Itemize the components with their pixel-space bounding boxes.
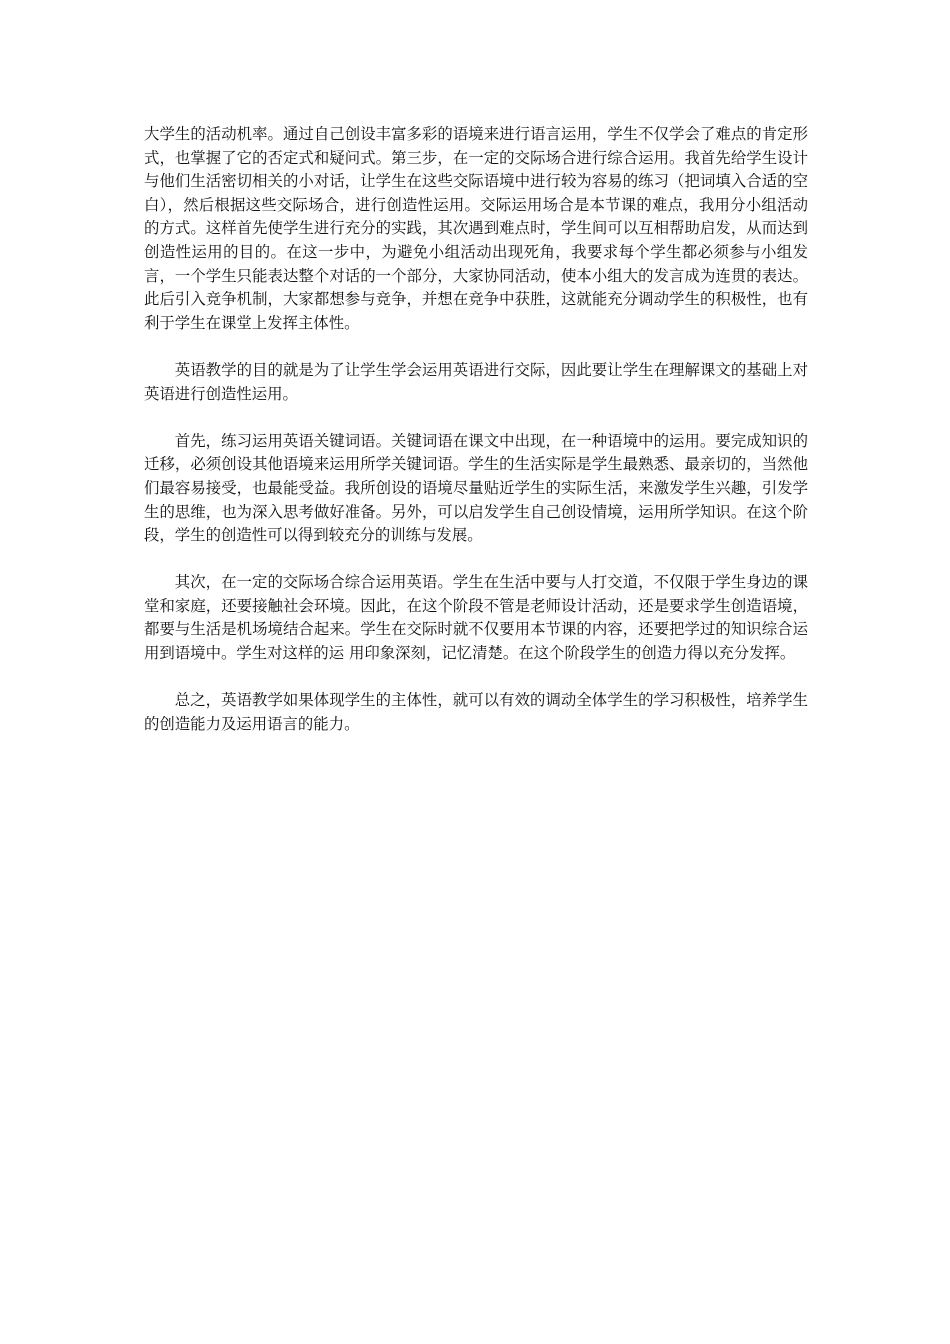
document-body	[144, 123, 808, 760]
paragraph-4: 其次，在一定的交际场合综合运用英语。学生在生活中要与人打交道，不仅限于学生身边的课堂和家庭，还要接触社会环境。因此，在这个阶段不管是老师设计活动，还是要求学生创造语境，都要与生活是机场境结合起来。学生在交际时就不仅要用本节课的内容，还要把学过的知识综合运用到语境中。学生对这样的运 用印象深刻，记忆清楚。在这个阶段学生的创造力得以充分发挥。	[144, 573, 808, 663]
paragraph-1: 大学生的活动机率。通过自己创设丰富多彩的语境来进行语言运用，学生不仅学会了难点的肯定形式，也掌握了它的否定式和疑问式。第三步，在一定的交际场合进行综合运用。我首先给学生设计与他们生活密切相关的小对话，让学生在这些交际语境中进行较为容易的练习（把词填入合适的空白），然后根据这些交际场合，进行创造性运用。交际运用场合是本节课的难点，我用分小组活动的方式。这样首先使学生进行充分的实践，其次遇到难点时，学生间可以互相帮助启发，从而达到创造性运用的目的。在这一步中，为避免小组活动出现死角，我要求每个学生都必须参与小组发言，一个学生只能表达整个对话的一个部分，大家协同活动，使本小组大的发言成为连贯的表达。此后引入竞争机制，大家都想参与竞争，并想在竞争中获胜，这就能充分调动学生的积极性，也有利于学生在课堂上发挥主体性。	[144, 125, 808, 332]
paragraph-2: 英语教学的目的就是为了让学生学会运用英语进行交际，因此要让学生在理解课文的基础上对英语进行创造性运用。	[144, 360, 808, 403]
paragraph-5: 总之，英语教学如果体现学生的主体性，就可以有效的调动全体学生的学习积极性，培养学生的创造能力及运用语言的能力。	[144, 691, 808, 733]
paragraph-3: 首先，练习运用英语关键词语。关键词语在课文中出现，在一种语境中的运用。要完成知识的迁移，必须创设其他语境来运用所学关键词语。学生的生活实际是学生最熟悉、最亲切的，当然他们最容易接受，也最能受益。我所创设的语境尽量贴近学生的实际生活，来激发学生兴趣，引发学生的思维，也为深入思考做好准备。另外，可以启发学生自己创设情境，运用所学知识。在这个阶段，学生的创造性可以得到较充分的训练与发展。	[144, 431, 808, 545]
